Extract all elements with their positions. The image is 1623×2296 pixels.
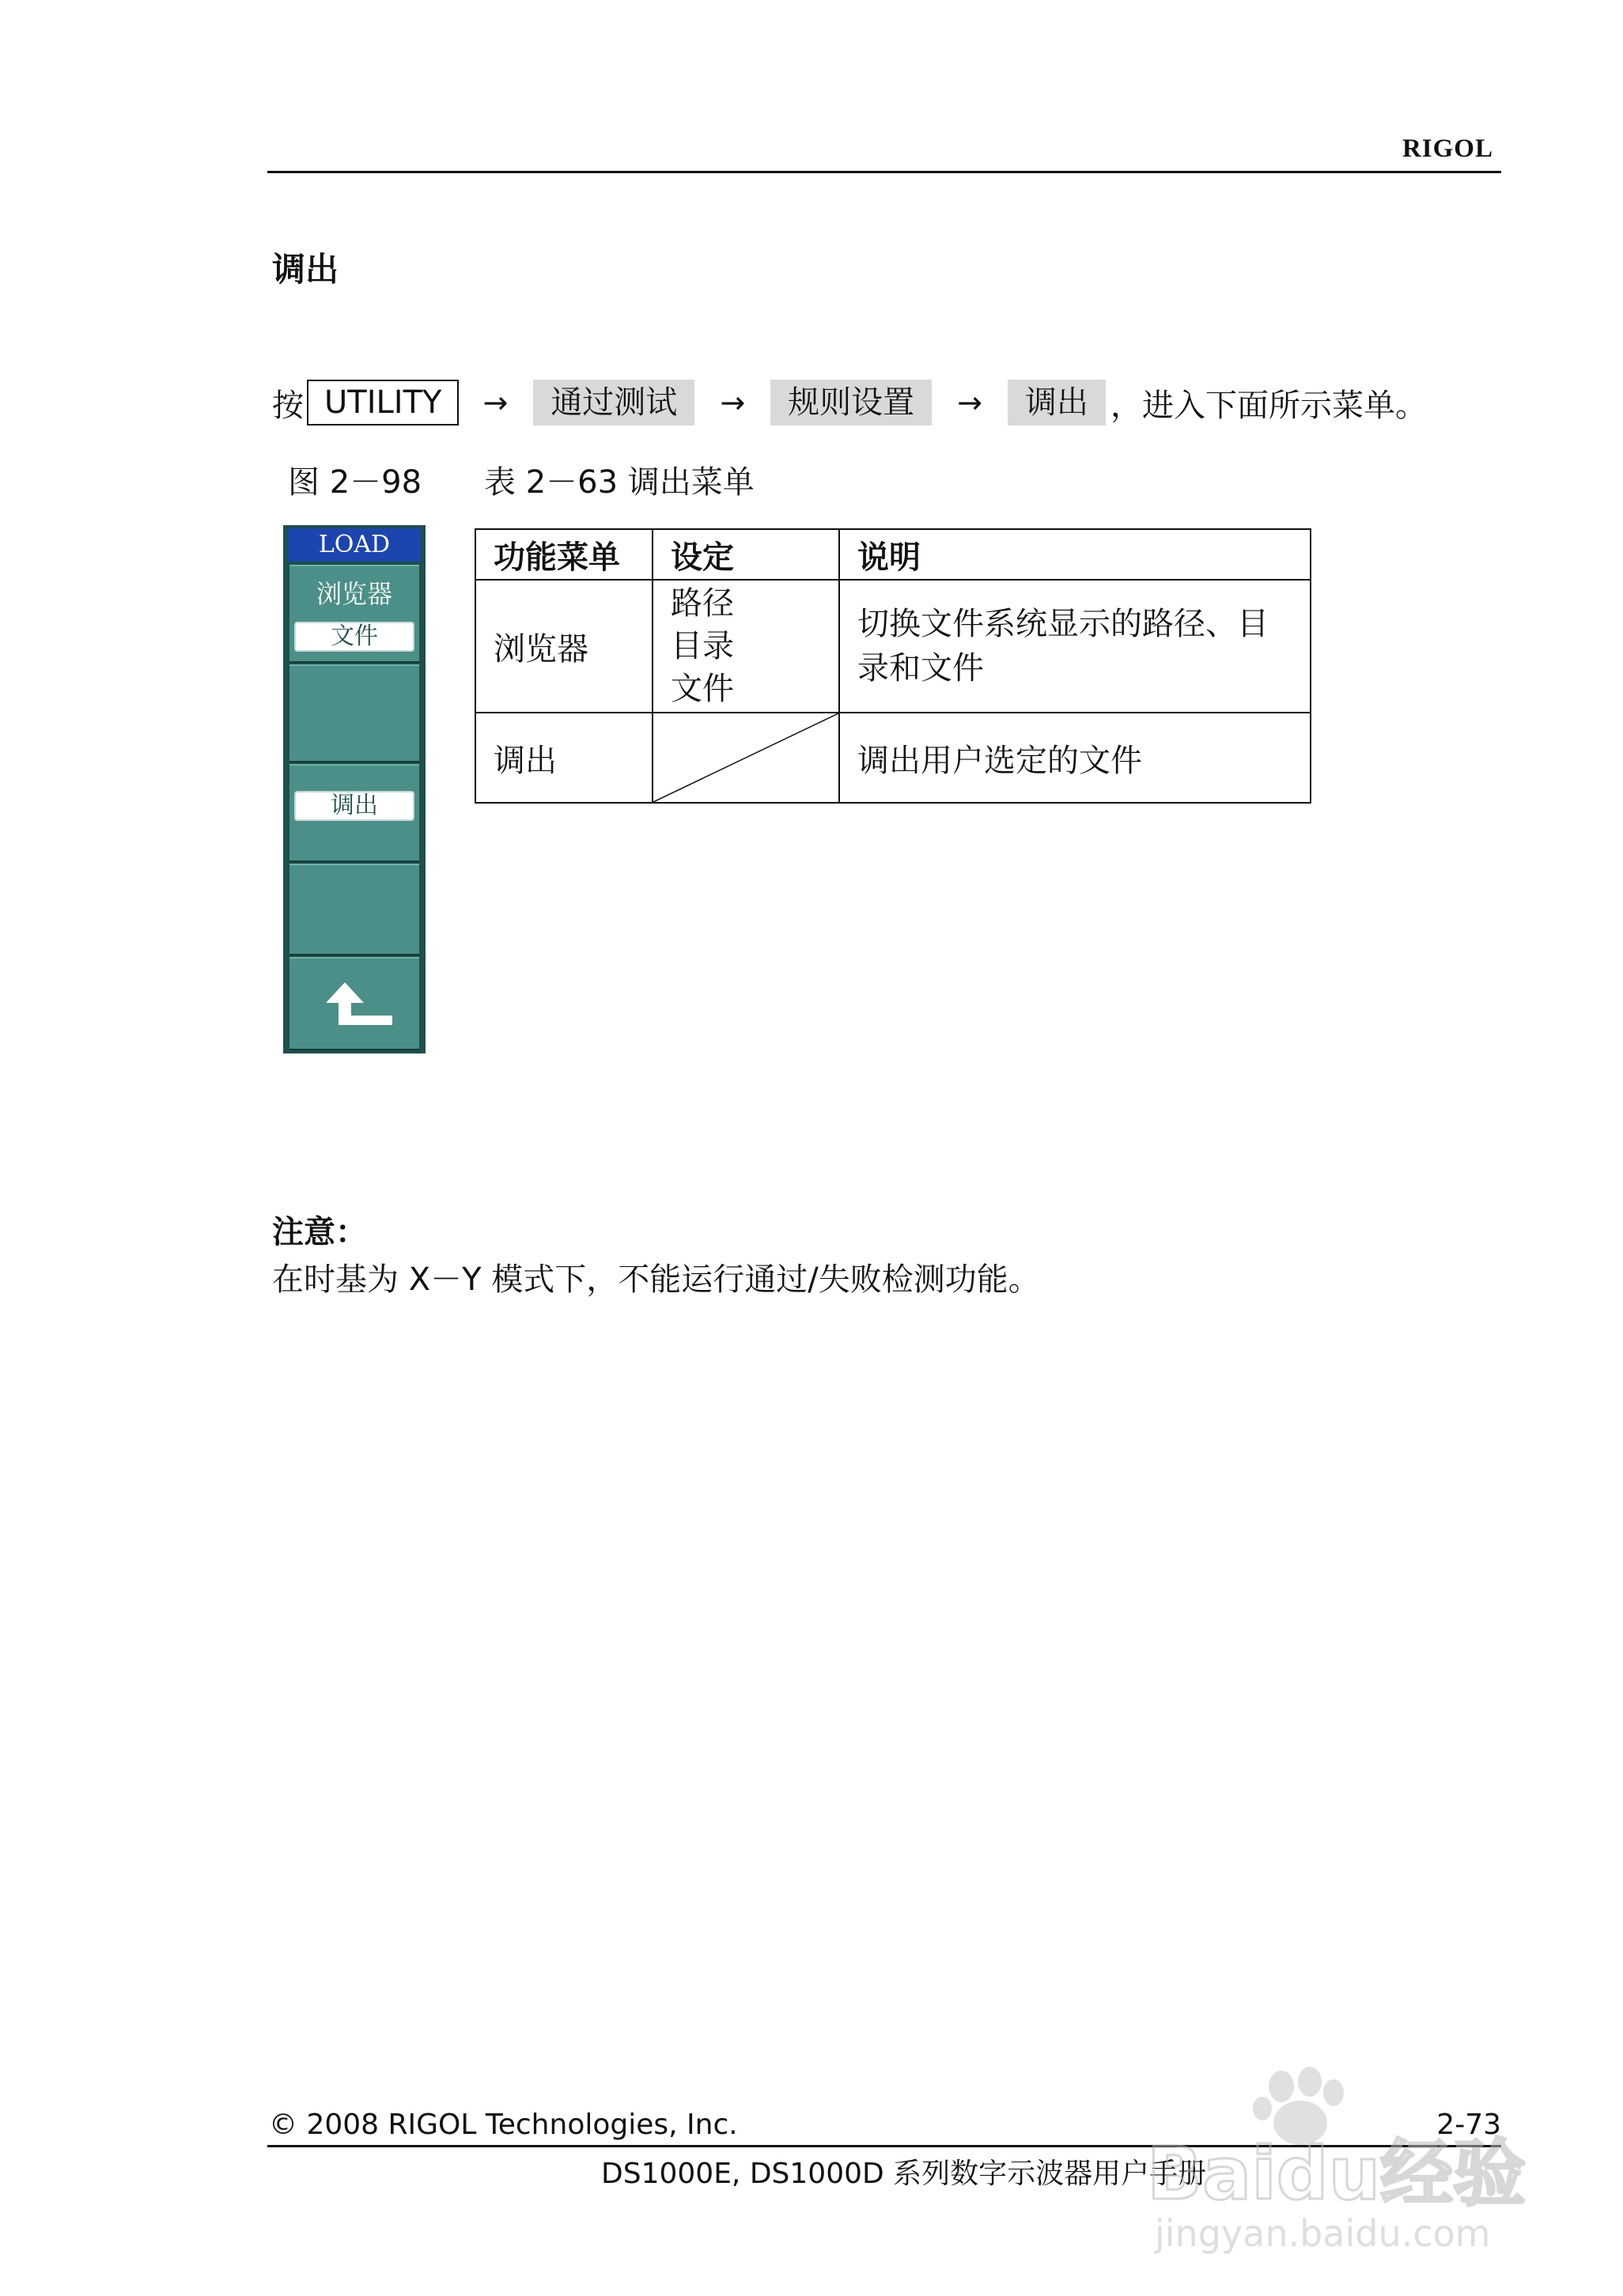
nav-suffix: ，进入下面所示菜单。 [1110, 387, 1427, 424]
menu-title: LOAD [288, 528, 421, 562]
table-cell-settings-empty [653, 713, 839, 803]
table-header-cell: 说明 [839, 529, 1311, 580]
load-softkey: 调出 [1008, 380, 1106, 426]
utility-key: UTILITY [307, 380, 459, 426]
table-cell-settings [653, 580, 839, 713]
table-cell-desc [839, 580, 1311, 713]
navigation-path [272, 378, 1427, 427]
return-arrow-icon [289, 959, 419, 1052]
menu-slot-load[interactable] [289, 764, 419, 862]
table-row [475, 580, 1311, 713]
browser-label: 浏览器 [316, 579, 392, 609]
baidu-watermark-logo [1131, 2064, 1542, 2262]
load-menu-table [475, 528, 1311, 804]
table-row [475, 713, 1311, 803]
rule-settings-softkey: 规则设置 [770, 380, 932, 426]
table-header-row [475, 529, 1311, 580]
table-cell-desc: 调出用户选定的文件 [839, 713, 1311, 803]
footer-page-number: 2-73 [1436, 2109, 1501, 2141]
table-header-cell: 设定 [653, 529, 839, 580]
section-title: 调出 [272, 250, 339, 289]
header-rule [267, 171, 1501, 173]
table-caption: 表 2－63 调出菜单 [484, 464, 755, 501]
setting-directory: 目录 [671, 628, 734, 664]
arrow-right-icon: → [957, 385, 982, 420]
arrow-right-icon: → [720, 385, 746, 420]
diagonal-slash [653, 713, 838, 802]
pass-test-softkey: 通过测试 [533, 380, 694, 426]
menu-slot-empty-1 [289, 664, 419, 762]
menu-slot-empty-2 [289, 864, 419, 955]
desc-line: 切换文件系统显示的路径、目 [857, 606, 1269, 642]
menu-slot-back[interactable] [289, 957, 419, 1050]
load-label: 调出 [294, 791, 414, 821]
arrow-right-icon: → [482, 385, 509, 420]
header-brand: RIGOL [1402, 134, 1493, 163]
browser-value: 文件 [294, 622, 414, 652]
setting-file: 文件 [671, 671, 734, 707]
table-header-cell: 功能菜单 [475, 529, 653, 580]
footer-copyright: © 2008 RIGOL Technologies, Inc. [269, 2109, 738, 2141]
figure-caption: 图 2－98 [288, 464, 422, 501]
menu-slot-browser[interactable] [289, 565, 419, 663]
nav-prefix: 按 [272, 387, 304, 424]
footer-manual-title: DS1000E, DS1000D 系列数字示波器用户手册 [601, 2158, 1207, 2190]
desc-line: 录和文件 [857, 650, 984, 687]
load-menu-panel [283, 525, 426, 1053]
note-text: 在时基为 X－Y 模式下，不能运行通过/失败检测功能。 [272, 1261, 1040, 1298]
note-title: 注意： [272, 1214, 367, 1250]
table-cell-menu: 调出 [475, 713, 653, 803]
table-cell-menu: 浏览器 [475, 580, 653, 713]
svg-text:jingyan.baidu.com: jingyan.baidu.com [1155, 2212, 1491, 2255]
setting-path: 路径 [671, 585, 734, 622]
svg-text:Baidu经验: Baidu经验 [1147, 2131, 1527, 2216]
